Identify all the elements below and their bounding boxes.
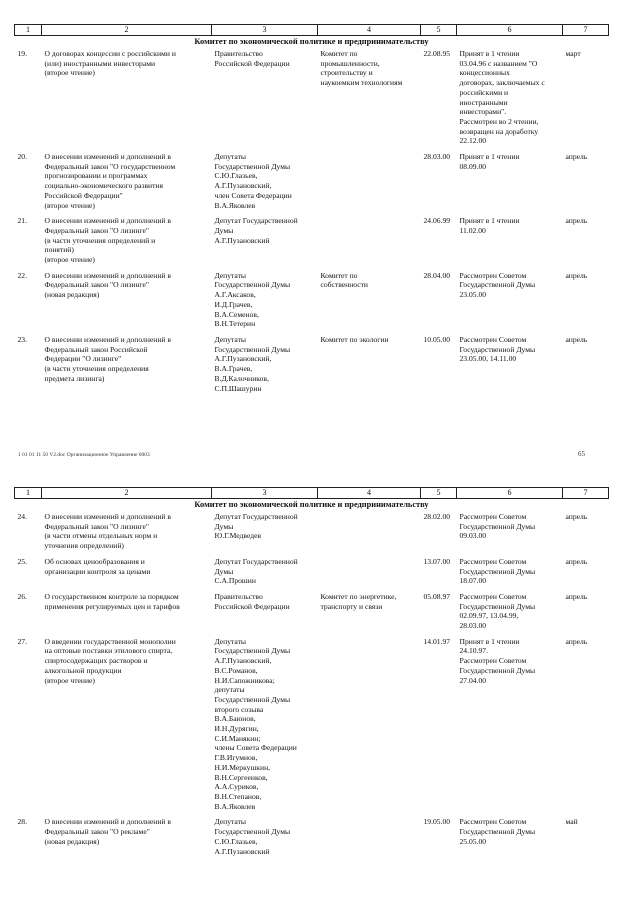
table-row — [15, 592, 609, 637]
planned-month: апрель — [565, 334, 588, 344]
table-row — [15, 817, 609, 862]
pages.1.rows.1.status-line: Рассмотрен Советом — [459, 556, 527, 566]
pages.1.rows.2.committee-line: транспорту и связи — [320, 601, 383, 611]
pages.1.rows.3.title-line: (второе чтение) — [44, 675, 95, 685]
pages.0.rows.1.initiator-line: А.Г.Пузановский, — [214, 181, 272, 191]
pages.1.rows.0.title-line: (в части отмены отдельных норм и — [44, 531, 158, 541]
pages.1.rows.2.status-line: Государственной Думы — [459, 601, 536, 611]
pages.1.rows.2.committee-line: Комитет по энергетике, — [320, 591, 397, 601]
column-number-6: 6 — [457, 488, 563, 499]
planned-month: апрель — [565, 636, 588, 646]
planned-month: апрель — [565, 216, 588, 226]
bill-status — [457, 152, 563, 216]
pages.1.rows.3.title-line: спиртосодержащих растворов и — [44, 656, 148, 666]
pages.0.rows.1.initiator-line: член Совета Федерации — [214, 190, 292, 200]
submission-date: 13.07.00 — [423, 556, 451, 566]
planned-month: март — [565, 49, 581, 58]
pages.0.rows.4.title-line: О внесении изменений и дополнений в — [44, 334, 171, 344]
pages.1.rows.2.status-line: Рассмотрен Советом — [459, 591, 527, 601]
pages.0.rows.1.title-line: прогнозировании и программах — [44, 171, 148, 181]
bill-initiator — [212, 557, 318, 592]
column-number-5: 5 — [421, 488, 457, 499]
legislation-table-2 — [14, 487, 609, 862]
pages.1.rows.3.initiator-line: члены Совета Федерации — [214, 743, 297, 753]
bill-title — [42, 216, 212, 271]
pages.1.rows.4.title-line: О внесении изменений и дополнений в — [44, 817, 171, 827]
pages.0.rows.3.initiator-line: В.Н.Тетерин — [214, 319, 256, 329]
table-body-1 — [15, 25, 609, 400]
responsible-committee — [318, 557, 421, 592]
pages.0.rows.2.initiator-line: Думы — [214, 225, 234, 235]
table-row — [15, 152, 609, 216]
column-number-3: 3 — [212, 488, 318, 499]
pages.0.rows.1.title-line: (второе чтение) — [44, 200, 95, 210]
pages.0.rows.3.title-line: О внесении изменений и дополнений в — [44, 270, 171, 280]
pages.1.rows.3.title-line: алкогольной продукции — [44, 665, 122, 675]
planned-month: апрель — [565, 512, 588, 521]
pages.0.rows.3.title-line: Федеральный закон "О лизинге" — [44, 280, 149, 290]
bill-initiator — [212, 335, 318, 399]
bill-initiator — [212, 637, 318, 818]
pages.0.rows.3.initiator-line: А.Г.Аксаков, — [214, 290, 256, 300]
pages.0.rows.0.status-line: 03.04.96 с названием "О — [459, 58, 538, 68]
bill-initiator — [212, 152, 318, 216]
table-row — [15, 216, 609, 271]
pages.1.rows.0.status-line: Рассмотрен Советом — [459, 512, 527, 521]
pages.0.rows.2.status-line: Принят в 1 чтении — [459, 216, 520, 226]
pages.1.rows.3.initiator-line: Государственной Думы — [214, 646, 291, 656]
planned-month: апрель — [565, 270, 588, 280]
bill-initiator — [212, 271, 318, 335]
responsible-committee — [318, 216, 421, 271]
table-row — [15, 335, 609, 399]
pages.1.rows.3.initiator-line: А.А.Суриков, — [214, 782, 259, 792]
pages.1.rows.3.status-line: Государственной Думы — [459, 665, 536, 675]
pages.1.rows.1.initiator-line: Депутат Государственной — [214, 556, 298, 566]
bill-title — [42, 817, 212, 862]
row-number: 19. — [17, 49, 27, 58]
pages.0.rows.0.status-line: возвращен на доработку — [459, 126, 539, 136]
bill-title — [42, 335, 212, 399]
committee-heading-row — [15, 36, 609, 50]
column-number-1: 1 — [15, 25, 42, 36]
pages.0.rows.4.initiator-line: Государственной Думы — [214, 344, 291, 354]
planned-month: апрель — [565, 152, 588, 162]
pages.1.rows.3.initiator-line: Н.И.Сапожникова; — [214, 675, 275, 685]
pages.0.rows.4.committee-line: Комитет по экологии — [320, 334, 389, 344]
pages.0.rows.3.committee-line: собственности — [320, 280, 368, 290]
bill-title — [42, 557, 212, 592]
submission-date: 05.08.97 — [423, 591, 451, 601]
pages.1.rows.3.status-line: Принят в 1 чтении — [459, 636, 520, 646]
table-row — [15, 49, 609, 152]
pages.0.rows.0.status-line: российскими и — [459, 87, 509, 97]
pages.1.rows.2.status-line: 02.09.97, 13.04.99, — [459, 611, 519, 621]
table-row — [15, 271, 609, 335]
pages.1.rows.3.initiator-line: Государственной Думы — [214, 694, 291, 704]
responsible-committee — [318, 335, 421, 399]
submission-date: 19.05.00 — [423, 817, 451, 827]
pages.1.rows.0.status-line: Государственной Думы — [459, 521, 536, 531]
pages.0.rows.4.title-line: (в части уточнения определения — [44, 364, 149, 374]
pages.0.rows.0.status-line: иностранными — [459, 97, 508, 107]
pages.1.rows.1.initiator-line: Думы — [214, 566, 234, 576]
document-page-2 — [0, 470, 640, 900]
pages.0.rows.3.initiator-line: В.А.Семенов, — [214, 309, 259, 319]
planned-month: май — [565, 817, 578, 827]
pages.1.rows.4.initiator-line: А.Г.Пузановский — [214, 846, 270, 856]
pages.0.rows.0.title-line: О договорах концессии с российскими и — [44, 49, 176, 58]
bill-title — [42, 592, 212, 637]
bill-title — [42, 271, 212, 335]
committee-heading-row — [15, 499, 609, 513]
pages.1.rows.1.status-line: Государственной Думы — [459, 566, 536, 576]
pages.0.rows.0.status-line: договорах, заключаемых с — [459, 78, 545, 88]
row-number: 28. — [17, 817, 27, 827]
pages.1.rows.3.status-line: 24.10.97. — [459, 646, 488, 656]
pages.1.rows.3.initiator-line: Г.В.Игумнов, — [214, 753, 258, 763]
row-number: 24. — [17, 512, 27, 521]
bill-initiator — [212, 512, 318, 557]
pages.0.rows.4.initiator-line: А.Г.Пузановский, — [214, 354, 272, 364]
bill-initiator — [212, 592, 318, 637]
column-number-4: 4 — [318, 488, 421, 499]
pages.1.rows.4.initiator-line: Государственной Думы — [214, 827, 291, 837]
pages.0.rows.0.status-line: Рассмотрен во 2 чтении, — [459, 116, 539, 126]
pages.1.rows.0.initiator-line: Ю.Г.Медведев — [214, 531, 262, 541]
column-number-4: 4 — [318, 25, 421, 36]
pages.1.rows.3.initiator-line: В.А.Баюнов, — [214, 714, 256, 724]
column-number-row — [15, 25, 609, 36]
pages.1.rows.3.initiator-line: второго созыва — [214, 704, 264, 714]
pages.0.rows.3.initiator-line: Государственной Думы — [214, 280, 291, 290]
row-number: 27. — [17, 636, 27, 646]
pages.0.rows.4.initiator-line: Депутаты — [214, 334, 247, 344]
responsible-committee — [318, 592, 421, 637]
pages.1.rows.3.initiator-line: В.С.Романов, — [214, 665, 258, 675]
submission-date: 28.02.00 — [423, 512, 451, 521]
pages.1.rows.1.title-line: организации контроля за ценами — [44, 566, 151, 576]
pages.0.rows.0.committee-line: наукоемким технологиям — [320, 78, 403, 88]
pages.0.rows.0.status-line: инвесторами". — [459, 107, 507, 117]
row-number: 23. — [17, 334, 27, 344]
responsible-committee — [318, 152, 421, 216]
pages.1.rows.2.title-line: О государственном контроле за порядком — [44, 591, 179, 601]
column-number-7: 7 — [563, 488, 609, 499]
pages.0.rows.1.initiator-line: Государственной Думы — [214, 161, 291, 171]
pages.1.rows.0.status-line: 09.03.00 — [459, 531, 487, 541]
table-body-2 — [15, 488, 609, 863]
pages.1.rows.4.initiator-line: Депутаты — [214, 817, 247, 827]
pages.0.rows.2.initiator-line: А.Г.Пузановский — [214, 235, 270, 245]
bill-title — [42, 512, 212, 557]
column-number-2: 2 — [42, 25, 212, 36]
pages.0.rows.1.initiator-line: С.Ю.Глазьев, — [214, 171, 258, 181]
pages.0.rows.3.status-line: Рассмотрен Советом — [459, 270, 527, 280]
pages.0.rows.0.title-line: (или) иностранными инвесторами — [44, 58, 156, 68]
pages.1.rows.3.initiator-line: Депутаты — [214, 636, 247, 646]
pages.0.rows.4.status-line: 23.05.00, 14.11.00 — [459, 354, 517, 364]
pages.0.rows.0.initiator-line: Российской Федерации — [214, 58, 290, 68]
pages.0.rows.3.initiator-line: Депутаты — [214, 270, 247, 280]
pages.0.rows.0.status-line: 22.12.00 — [459, 136, 487, 146]
pages.1.rows.0.title-line: уточнения определений) — [44, 541, 124, 551]
pages.1.rows.3.title-line: О введении государственной монополии — [44, 636, 176, 646]
pages.0.rows.4.initiator-line: С.П.Шашурин — [214, 383, 262, 393]
pages.0.rows.0.committee-line: промышленности, — [320, 58, 380, 68]
pages.0.rows.0.status-line: концессионных — [459, 68, 510, 78]
pages.1.rows.3.initiator-line: В.Н.Сергеенков, — [214, 772, 268, 782]
pages.1.rows.4.status-line: Рассмотрен Советом — [459, 817, 527, 827]
pages.1.rows.2.initiator-line: Российской Федерации — [214, 601, 290, 611]
pages.1.rows.3.initiator-line: А.Г.Пузановский, — [214, 656, 272, 666]
pages.0.rows.3.status-line: Государственной Думы — [459, 280, 536, 290]
submission-date: 28.04.00 — [423, 270, 451, 280]
pages.0.rows.1.title-line: Российской Федерации" — [44, 190, 123, 200]
pages.1.rows.4.title-line: Федеральный закон "О рекламе" — [44, 827, 150, 837]
pages.0.rows.0.committee-line: Комитет по — [320, 49, 358, 58]
pages.1.rows.3.initiator-line: Н.И.Меркушкин, — [214, 762, 271, 772]
pages.0.rows.4.status-line: Рассмотрен Советом — [459, 334, 527, 344]
pages.0.rows.4.initiator-line: В.А.Грачев, — [214, 364, 253, 374]
bill-title — [42, 49, 212, 152]
column-number-5: 5 — [421, 25, 457, 36]
planned-month: апрель — [565, 556, 588, 566]
row-number: 22. — [17, 270, 27, 280]
pages.0.rows.2.title-line: понятий) — [44, 245, 74, 255]
pages.1.rows.0.title-line: О внесении изменений и дополнений в — [44, 512, 171, 521]
pages.1.rows.2.status-line: 28.03.00 — [459, 621, 487, 631]
pages.0.rows.0.status-line: Принят в 1 чтении — [459, 49, 520, 58]
pages.1.rows.1.title-line: Об основах ценообразования и — [44, 556, 145, 566]
column-number-1: 1 — [15, 488, 42, 499]
responsible-committee — [318, 49, 421, 152]
pages.0.rows.3.status-line: 23.05.00 — [459, 290, 487, 300]
pages.1.rows.0.title-line: Федеральный закон "О лизинге" — [44, 521, 149, 531]
bill-title — [42, 152, 212, 216]
pages.0.rows.4.status-line: Государственной Думы — [459, 344, 536, 354]
bill-status — [457, 335, 563, 399]
bill-initiator — [212, 216, 318, 271]
pages.1.rows.3.title-line: на оптовые поставки этилового спирта, — [44, 646, 173, 656]
footer-text: 1 01 01 11 50 V2.doc Организационное Управление 0003 — [18, 452, 150, 458]
table-row — [15, 637, 609, 818]
submission-date: 22.08.95 — [423, 49, 451, 58]
bill-status — [457, 512, 563, 557]
pages.1.rows.0.initiator-line: Думы — [214, 521, 234, 531]
row-number: 21. — [17, 216, 27, 226]
pages.0.rows.3.committee-line: Комитет по — [320, 270, 358, 280]
committee-heading: Комитет по экономической политике и предпринимательству — [194, 500, 429, 509]
legislation-table-1 — [14, 24, 609, 399]
bill-status — [457, 49, 563, 152]
pages.0.rows.1.status-line: Принят в 1 чтении — [459, 152, 520, 162]
row-number: 20. — [17, 152, 27, 162]
pages.0.rows.1.title-line: социально-экономического развития — [44, 181, 163, 191]
pages.1.rows.3.initiator-line: В.А.Яковлев — [214, 801, 256, 811]
pages.0.rows.0.committee-line: строительству и — [320, 68, 373, 78]
pages.0.rows.3.initiator-line: И.Д.Грачев, — [214, 299, 253, 309]
responsible-committee — [318, 817, 421, 862]
responsible-committee — [318, 637, 421, 818]
pages.1.rows.3.status-line: Рассмотрен Советом — [459, 656, 527, 666]
pages.1.rows.2.title-line: применения регулируемых цен и тарифов — [44, 601, 180, 611]
pages.0.rows.2.status-line: 11.02.00 — [459, 225, 486, 235]
pages.1.rows.1.initiator-line: С.А.Прошин — [214, 576, 256, 586]
submission-date: 28.03.00 — [423, 152, 451, 162]
column-number-3: 3 — [212, 25, 318, 36]
pages.1.rows.3.initiator-line: депутаты — [214, 685, 245, 695]
bill-status — [457, 216, 563, 271]
bill-initiator — [212, 817, 318, 862]
pages.0.rows.1.title-line: О внесении изменений и дополнений в — [44, 152, 171, 162]
pages.1.rows.4.status-line: 25.05.00 — [459, 836, 487, 846]
submission-date: 24.06.99 — [423, 216, 451, 226]
pages.1.rows.3.initiator-line: И.Н.Дурягин, — [214, 724, 259, 734]
column-number-7: 7 — [563, 25, 609, 36]
pages.0.rows.2.title-line: (второе чтение) — [44, 255, 95, 265]
table-row — [15, 512, 609, 557]
pages.1.rows.1.status-line: 18.07.00 — [459, 576, 487, 586]
pages.1.rows.2.initiator-line: Правительство — [214, 591, 263, 601]
bill-status — [457, 637, 563, 818]
pages.0.rows.4.title-line: Федеральный закон Российской — [44, 344, 148, 354]
pages.1.rows.3.initiator-line: С.И.Манякин; — [214, 733, 261, 743]
pages.1.rows.4.status-line: Государственной Думы — [459, 827, 536, 837]
responsible-committee — [318, 512, 421, 557]
pages.0.rows.2.title-line: Федеральный закон "О лизинге" — [44, 225, 149, 235]
pages.1.rows.0.initiator-line: Депутат Государственной — [214, 512, 298, 521]
pages.1.rows.3.initiator-line: В.Н.Степанов, — [214, 791, 262, 801]
pages.1.rows.4.initiator-line: С.Ю.Глазьев, — [214, 836, 258, 846]
page-number: 65 — [578, 450, 585, 458]
pages.0.rows.4.initiator-line: В.Д.Калочников, — [214, 373, 269, 383]
pages.0.rows.1.status-line: 08.09.00 — [459, 161, 487, 171]
pages.0.rows.4.title-line: предмета лизинга) — [44, 373, 105, 383]
submission-date: 14.01.97 — [423, 636, 451, 646]
row-number: 26. — [17, 591, 27, 601]
table-row — [15, 557, 609, 592]
bill-status — [457, 271, 563, 335]
bill-initiator — [212, 49, 318, 152]
pages.0.rows.2.title-line: (в части уточнения определений и — [44, 235, 156, 245]
pages.0.rows.0.title-line: (второе чтение) — [44, 68, 95, 78]
pages.0.rows.1.initiator-line: Депутаты — [214, 152, 247, 162]
bill-title — [42, 637, 212, 818]
pages.0.rows.3.title-line: (новая редакция) — [44, 290, 100, 300]
pages.0.rows.2.title-line: О внесении изменений и дополнений в — [44, 216, 171, 226]
pages.1.rows.4.title-line: (новая редакция) — [44, 836, 100, 846]
pages.0.rows.4.title-line: Федерации "О лизинге" — [44, 354, 122, 364]
pages.1.rows.3.status-line: 27.04.00 — [459, 675, 487, 685]
committee-heading: Комитет по экономической политике и предпринимательству — [194, 37, 429, 46]
column-number-row — [15, 488, 609, 499]
responsible-committee — [318, 271, 421, 335]
pages.0.rows.2.initiator-line: Депутат Государственной — [214, 216, 298, 226]
bill-status — [457, 557, 563, 592]
column-number-6: 6 — [457, 25, 563, 36]
pages.0.rows.1.title-line: Федеральный закон "О государственном — [44, 161, 176, 171]
bill-status — [457, 592, 563, 637]
planned-month: апрель — [565, 591, 588, 601]
bill-status — [457, 817, 563, 862]
pages.0.rows.0.initiator-line: Правительство — [214, 49, 263, 58]
column-number-2: 2 — [42, 488, 212, 499]
submission-date: 10.05.00 — [423, 334, 451, 344]
row-number: 25. — [17, 556, 27, 566]
pages.0.rows.1.initiator-line: В.А.Яковлев — [214, 200, 256, 210]
